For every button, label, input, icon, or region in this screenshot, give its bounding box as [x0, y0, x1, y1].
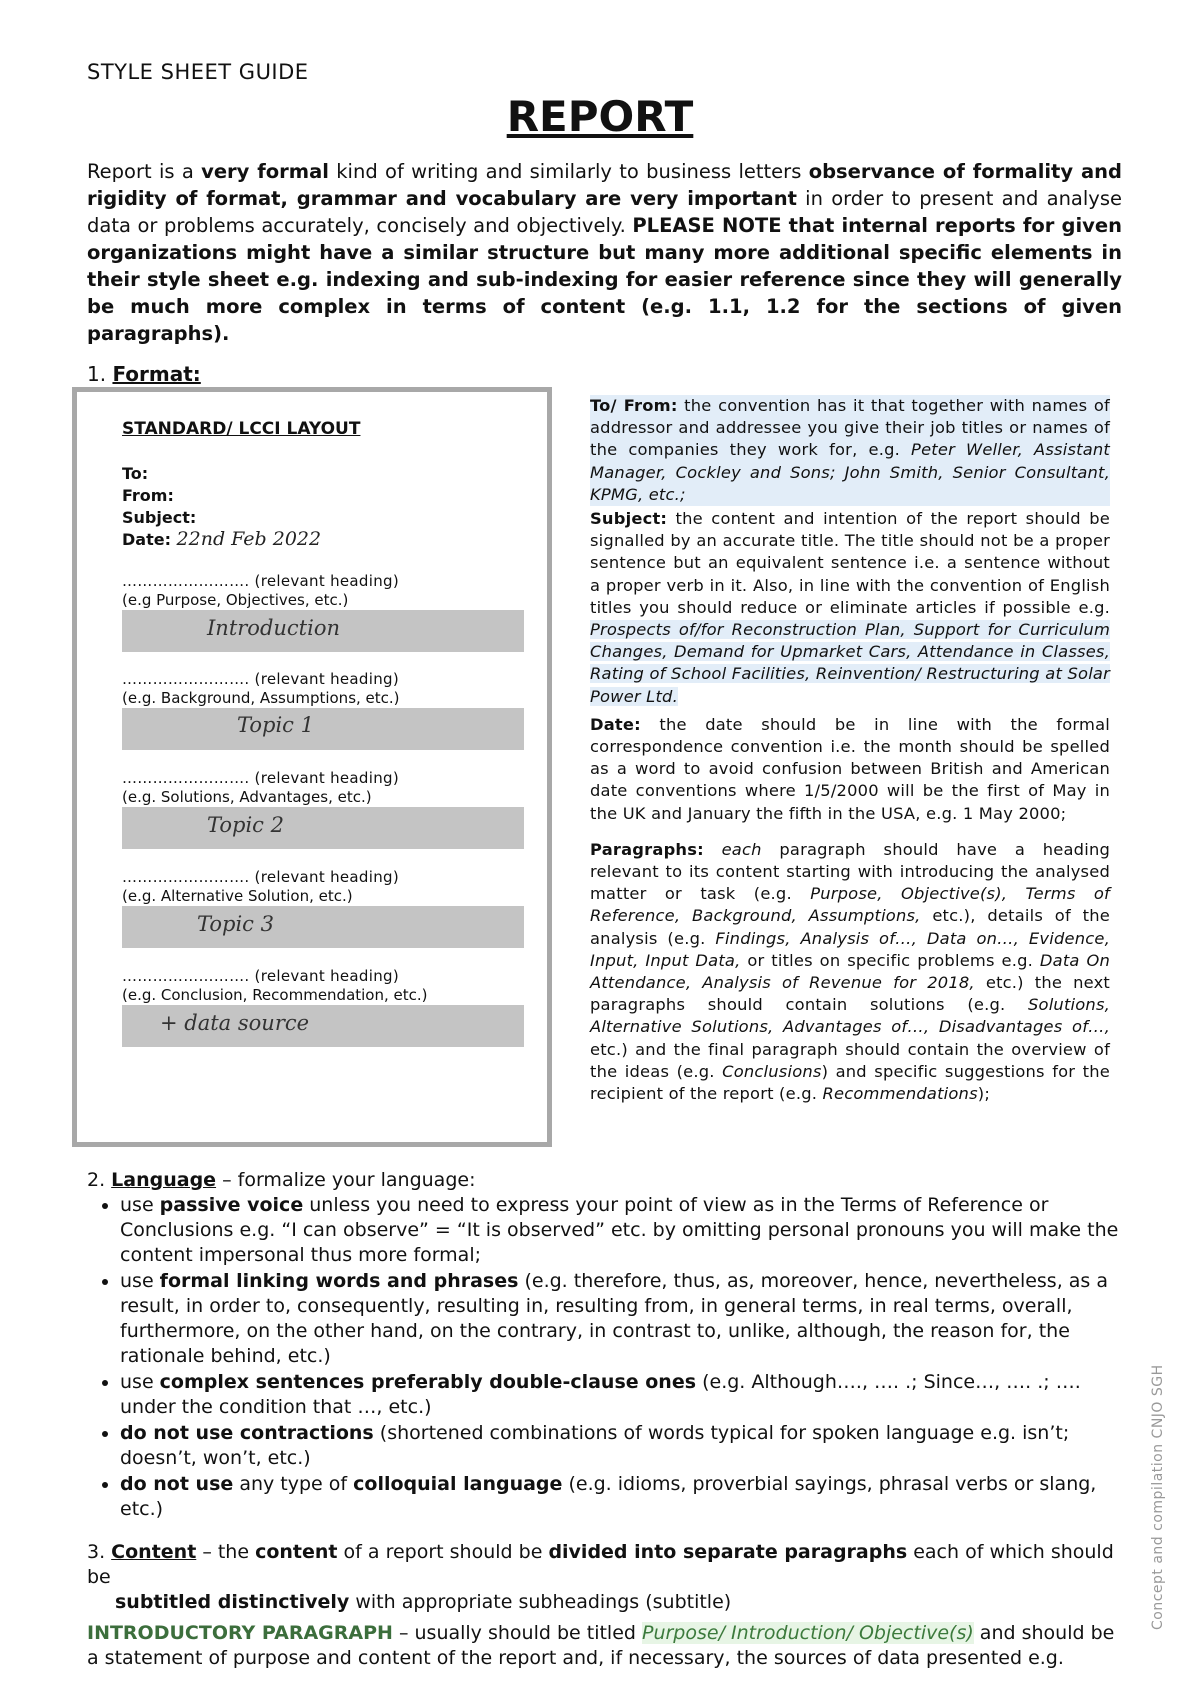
paragraphs-explanation: Paragraphs: each paragraph should have a heading relevant to its content starting with introducing the analysed matter or task (e.g. Purpose, Objective(s), Terms of Reference, Background, Assumptions, etc.), details of the analysis (e.g. Findings, Analysis of…, Data on…, Evidence, Input, Input Data, or titles on specific problems e.g. Data On Attendance, Analysis of Revenue for 2018, etc.) the next paragraphs should contain solutions (e.g. Solutions, Alternative Solutions, Advantages of…, Disadvantages of…, etc.) and the final paragraph should contain the overview of the ideas (e.g. Conclusions) and specific suggestions for the recipient of the report (e.g. Recommendations);: [590, 839, 1110, 1104]
to-from-explanation: To/ From: the convention has it that together with names of addressor and addressee you give their job titles or names of the companies they work for, e.g. Peter Weller, Assistant Manager, Cockley and Sons; John Smith, Senior Consultant, KPMG, etc.;: [590, 395, 1110, 506]
subject-explanation: Subject: the content and intention of the report should be signalled by an accurate title. The title should not be a proper sentence but an equivalent sentence i.e. a sentence without a proper verb in it. Also, in line with the convention of English titles you should reduce or eliminate articles if possible e.g. Prospects of/for Reconstruction Plan, Support for Curriculum Changes, Demand for Upmarket Cars, Attendance in Classes, Rating of School Facilities, Reinvention/ Restructuring at Solar Power Ltd.: [590, 509, 1110, 706]
handwritten-bar: Topic 1: [122, 708, 524, 750]
section-example: (e.g. Alternative Solution, etc.): [122, 887, 353, 905]
handwritten-bar: + data source: [122, 1005, 524, 1047]
date-field: Date: 22nd Feb 2022: [122, 528, 322, 550]
content-section: [87, 1540, 1127, 1671]
section-heading-placeholder: ……………………. (relevant heading): [122, 769, 399, 787]
list-item: • do not use contractions (shortened combinations of words typical for spoken language e.g. isn’t; doesn’t, won’t, etc.): [120, 1421, 1127, 1471]
intro-paragraph: Report is a very formal kind of writing and similarly to business letters observance of formality and rigidity of format, grammar and vocabulary are very important in order to present and analyse data or problems accurately, concisely and objectively. PLEASE NOTE that internal reports for given organizations might have a similar structure but many more additional specific elements in their style sheet e.g. indexing and sub-indexing for easier reference since they will generally be much more complex in terms of content (e.g. 1.1, 1.2 for the sections of given paragraphs).: [87, 160, 1122, 345]
content-heading: 3. Content – the content of a report should be divided into separate paragraphs each of which should be: [87, 1541, 1114, 1588]
section-heading-placeholder: ……………………. (relevant heading): [122, 670, 399, 688]
section-example: (e.g Purpose, Objectives, etc.): [122, 591, 349, 609]
introductory-paragraph-note: INTRODUCTORY PARAGRAPH – usually should be titled Purpose/ Introduction/ Objective(s) and should be a statement of purpose and content of the report and, if necessary, the sources of data presented e.g.: [87, 1622, 1115, 1669]
date-handwritten: 22nd Feb 2022: [176, 528, 322, 550]
handwritten-bar: Topic 3: [122, 906, 524, 948]
from-field-label: From:: [122, 486, 174, 505]
list-item: • use passive voice unless you need to express your point of view as in the Terms of Reference or Conclusions e.g. “I can observe” = “It is observed” etc. by omitting personal pronouns you will make the content impersonal thus more formal;: [120, 1193, 1127, 1268]
side-credit: Concept and compilation CNJO SGH: [1150, 1364, 1166, 1630]
list-item: • do not use any type of colloquial language (e.g. idioms, proverbial sayings, phrasal verbs or slang, etc.): [120, 1472, 1127, 1522]
layout-box-title: STANDARD/ LCCI LAYOUT: [122, 419, 361, 439]
date-explanation: Date: the date should be in line with the formal correspondence convention i.e. the month should be spelled as a word to avoid confusion between British and American date conventions where 1/5/2000 will be the first of May in the UK and January the fifth in the USA, e.g. 1 May 2000;: [590, 714, 1110, 823]
section-example: (e.g. Solutions, Advantages, etc.): [122, 788, 372, 806]
language-rules-list: [87, 1193, 1127, 1522]
language-heading: 2. Language – formalize your language:: [87, 1169, 476, 1191]
format-heading: 1. Format:: [87, 362, 201, 386]
section-heading-placeholder: ……………………. (relevant heading): [122, 967, 399, 985]
handwritten-bar: Introduction: [122, 610, 524, 652]
list-item: • use formal linking words and phrases (e.g. therefore, thus, as, moreover, hence, nevertheless, as a result, in order to, consequently, resulting in, resulting from, in general terms, in real terms, overall, furthermore, on the other hand, on the contrary, in contrast to, unlike, although, the reason for, the rationale behind, etc.): [120, 1269, 1127, 1369]
list-item: • use complex sentences preferably double-clause ones (e.g. Although…., …. .; Since…, …. .; …. under the condition that …, etc.): [120, 1370, 1127, 1420]
section-heading-placeholder: ……………………. (relevant heading): [122, 572, 399, 590]
section-example: (e.g. Conclusion, Recommendation, etc.): [122, 986, 428, 1004]
standard-layout-box: [72, 387, 552, 1147]
section-example: (e.g. Background, Assumptions, etc.): [122, 689, 400, 707]
content-heading-cont: subtitled distinctively with appropriate subheadings (subtitle): [115, 1591, 732, 1613]
language-section: [87, 1168, 1127, 1523]
subject-field-label: Subject:: [122, 508, 197, 527]
handwritten-bar: Topic 2: [122, 807, 524, 849]
section-heading-placeholder: ……………………. (relevant heading): [122, 868, 399, 886]
format-explanations: [590, 395, 1110, 1107]
page-title: REPORT: [506, 92, 694, 141]
document-label: STYLE SHEET GUIDE: [87, 60, 309, 84]
to-field-label: To:: [122, 464, 149, 483]
